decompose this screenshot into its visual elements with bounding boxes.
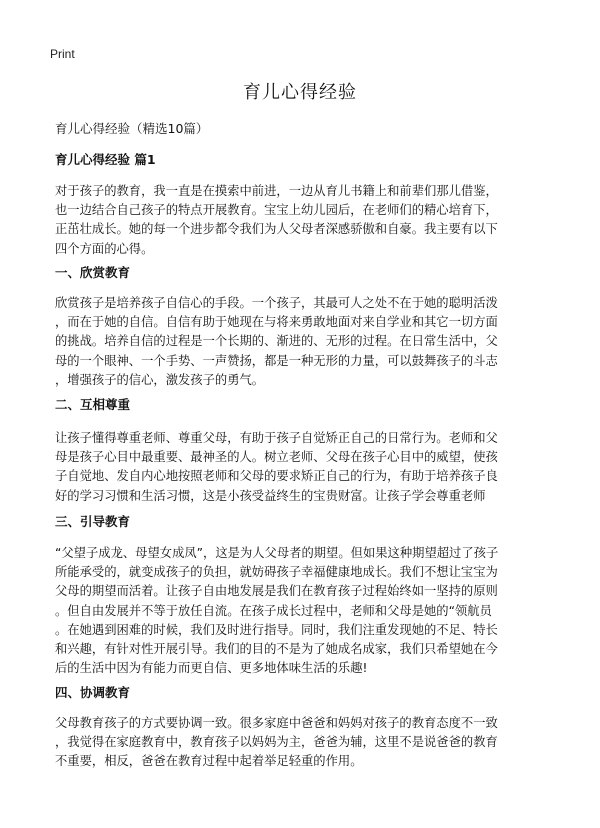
print-label: Print — [50, 47, 75, 61]
paragraph-line: 也一边结合自己孩子的特点开展教育。宝宝上幼儿园后，在老师们的精心培育下， — [55, 202, 498, 218]
article-heading: 育儿心得经验 篇1 — [55, 152, 156, 167]
paragraph-line: 子自觉地、发自内心地按照老师和父母的要求矫正自己的行为，有助于培养孩子良 — [55, 468, 498, 484]
section-heading-respect: 二、互相尊重 — [55, 397, 131, 412]
paragraph-line: “父望子成龙、母望女成凤”，这是为人父母者的期望。但如果这种期望超过了孩子 — [55, 545, 499, 560]
paragraph-line: 母是孩子心目中最重要、最神圣的人。树立老师、父母在孩子心目中的威望，使孩 — [55, 449, 498, 465]
paragraph-line: 欣赏孩子是培养孩子自信心的手段。一个孩子，其最可人之处不在于她的聪明活泼 — [55, 295, 498, 310]
paragraph-line: ，增强孩子的信心，激发孩子的勇气。 — [55, 371, 265, 387]
section-heading-appreciation: 一、欣赏教育 — [55, 265, 131, 280]
paragraph-line: 母的一个眼神、一个手势、一声赞扬，都是一种无形的力量，可以鼓舞孩子的斗志 — [55, 352, 498, 368]
paragraph-line: 正茁壮成长。她的每一个进步都令我们为人父母者深感骄傲和自豪。我主要有以下 — [55, 221, 498, 237]
section-paragraph-respect — [55, 428, 555, 505]
paragraph-line: 父母的期望而活着。让孩子自由地发展是我们在教育孩子过程始终如一坚持的原则 — [55, 583, 498, 599]
paragraph-line: ，而在于她的自信。自信有助于她现在与将来勇敢地面对来自学业和其它一切方面 — [55, 314, 498, 330]
section-paragraph-coordination — [55, 713, 555, 771]
paragraph-line: 。但自由发展并不等于放任自流。在孩子成长过程中，老师和父母是她的“领航员 — [55, 602, 492, 618]
section-paragraph-guidance — [55, 543, 555, 677]
document-title: 育儿心得经验 — [243, 82, 357, 103]
intro-paragraph — [55, 181, 555, 258]
paragraph-line: ，我觉得在家庭教育中，教育孩子以妈妈为主，爸爸为辅，这里不是说爸爸的教育 — [55, 734, 498, 750]
paragraph-line: 父母教育孩子的方式要协调一致。很多家庭中爸爸和妈妈对孩子的教育态度不一致 — [55, 715, 498, 730]
paragraph-line: 所能承受的，就变成孩子的负担，就妨碍孩子幸福健康地成长。我们不想让宝宝为 — [55, 564, 498, 580]
paragraph-line: 让孩子懂得尊重老师、尊重父母，有助于孩子自觉矫正自己的日常行为。老师和父 — [55, 430, 498, 445]
paragraph-line: 好的学习习惯和生活习惯，这是小孩受益终生的宝贵财富。让孩子学会尊重老师 — [55, 487, 486, 503]
section-paragraph-appreciation — [55, 293, 555, 389]
paragraph-line: 。在她遇到困难的时候，我们及时进行指导。同时，我们注重发现她的不足、特长 — [55, 621, 498, 637]
section-heading-guidance: 三、引导教育 — [55, 514, 131, 529]
paragraph-line: 对于孩子的教育，我一直是在摸索中前进，一边从育儿书籍上和前辈们那儿借鉴， — [55, 183, 498, 198]
section-heading-coordination: 四、协调教育 — [55, 685, 131, 700]
paragraph-line: 不重要，相反，爸爸在教育过程中起着举足轻重的作用。 — [55, 753, 363, 769]
paragraph-line: 的挑战。培养自信的过程是一个长期的、渐进的、无形的过程。在日常生活中，父 — [55, 333, 498, 349]
paragraph-line: 和兴趣，有针对性开展引导。我们的目的不是为了她成名成家，我们只希望她在今 — [55, 640, 498, 656]
paragraph-line: 后的生活中因为有能力而更自信、更多地体味生活的乐趣! — [55, 660, 368, 676]
document-subtitle: 育儿心得经验（精选10篇） — [55, 121, 209, 136]
paragraph-line: 四个方面的心得。 — [55, 240, 154, 256]
